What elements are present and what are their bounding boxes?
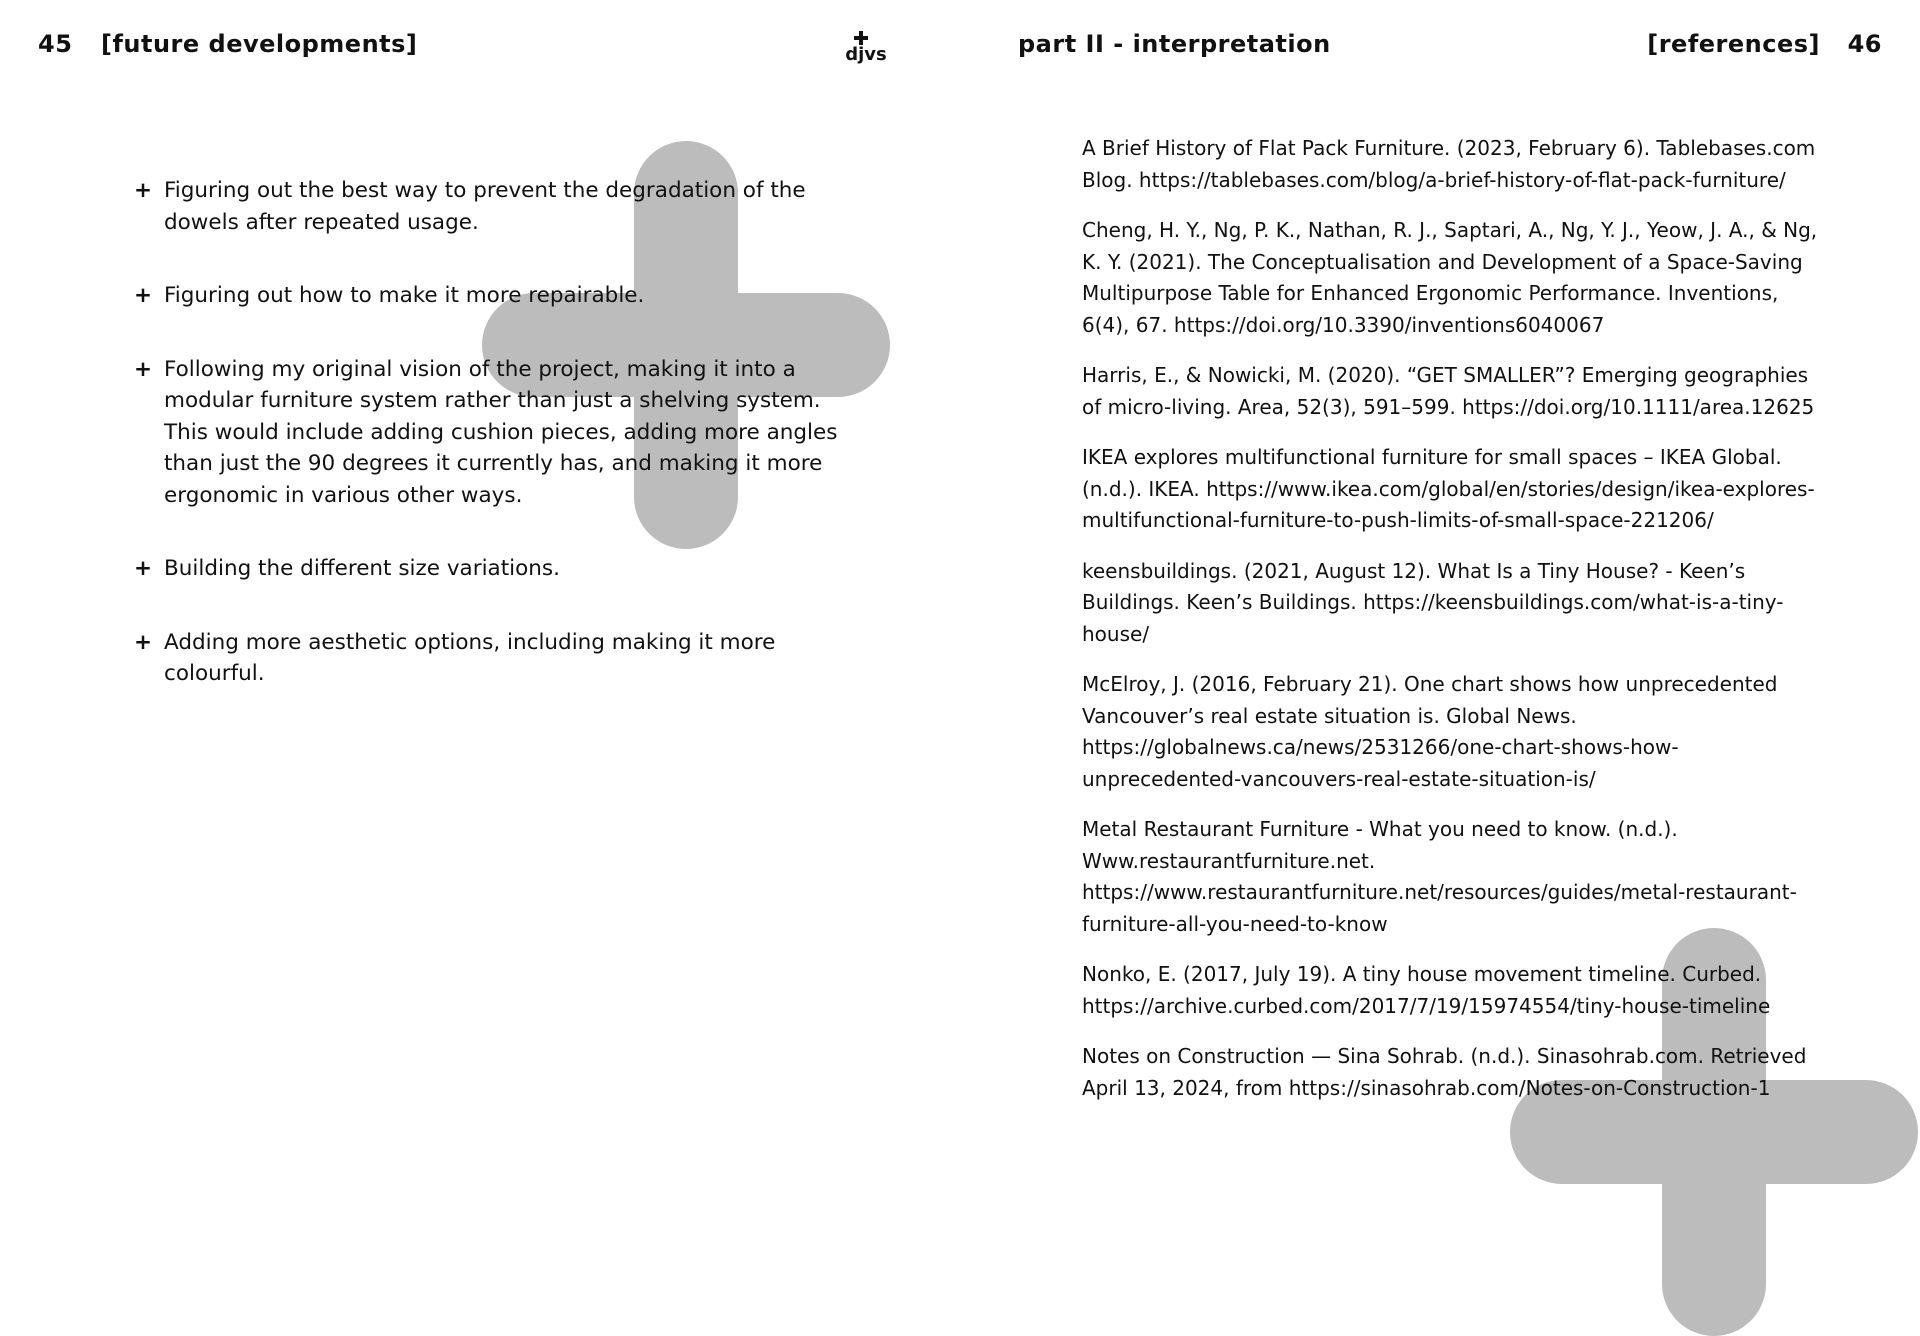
reference-entry: IKEA explores multifunctional furniture for small spaces – IKEA Global. (n.d.). IKEA. https://www.ikea.com/global/en/stories/design/ikea-explores-multifunctional-furniture-to-push-limits-of-small-space-221206/ — [1082, 445, 1815, 532]
plus-bullet-icon: + — [134, 556, 153, 581]
future-developments-list — [134, 175, 854, 732]
plus-bullet-icon: + — [134, 178, 153, 203]
reference-entry: Metal Restaurant Furniture - What you need to know. (n.d.). Www.restaurantfurniture.net. https://www.restaurantfurniture.net/resources/guides/metal-restaurant-furniture-all-you-need-to-know — [1082, 817, 1797, 936]
bullet-text: Figuring out the best way to prevent the degradation of the dowels after repeated usage. — [164, 178, 806, 235]
list-item — [134, 354, 854, 512]
bullet-text: Figuring out how to make it more repairable. — [164, 283, 645, 308]
right-section-title: [references] — [1647, 30, 1820, 58]
reference-entry: Notes on Construction — Sina Sohrab. (n.d.). Sinasohrab.com. Retrieved April 13, 2024, from https://sinasohrab.com/Notes-on-Construction-1 — [1082, 1044, 1807, 1100]
bullet-text: Building the different size variations. — [164, 556, 560, 581]
reference-entry: McElroy, J. (2016, February 21). One chart shows how unprecedented Vancouver’s real estate situation is. Global News. https://globalnews.ca/news/2531266/one-chart-shows-how-unprecedented-vancouvers-real-estate-situation-is/ — [1082, 672, 1778, 791]
list-item — [134, 175, 854, 238]
bullet-text: Following my original vision of the project, making it into a modular furniture system rather than just a shelving system. This would include adding cushion pieces, adding more angles than just the 90 degrees it currently has, and making it more ergonomic in various other ways. — [164, 356, 838, 508]
references-list — [1082, 133, 1822, 1123]
reference-entry: Cheng, H. Y., Ng, P. K., Nathan, R. J., Saptari, A., Ng, Y. J., Yeow, J. A., & Ng, K. Y. (2021). The Conceptualisation and Development of a Space-Saving Multipurpose Table for Enhanced Ergonomic Performance. Inventions, 6(4), 67. https://doi.org/10.3390/inventions6040067 — [1082, 218, 1818, 337]
plus-bullet-icon: + — [134, 283, 153, 308]
list-item — [134, 627, 854, 690]
reference-entry: A Brief History of Flat Pack Furniture. (2023, February 6). Tablebases.com Blog. https://tablebases.com/blog/a-brief-history-of-flat-pack-furniture/ — [1082, 136, 1816, 192]
list-item — [134, 553, 854, 585]
reference-entry: Harris, E., & Nowicki, M. (2020). “GET SMALLER”? Emerging geographies of micro-living. Area, 52(3), 591–599. https://doi.org/10.1111/area.12625 — [1082, 363, 1815, 419]
plus-bullet-icon: + — [134, 629, 153, 655]
reference-entry: Nonko, E. (2017, July 19). A tiny house movement timeline. Curbed. https://archive.curbed.com/2017/7/19/15974554/tiny-house-timeline — [1082, 962, 1771, 1018]
left-section-title: [future developments] — [101, 30, 418, 58]
bullet-text: Adding more aesthetic options, including making it more colourful. — [164, 629, 776, 686]
cross-logo-icon — [838, 28, 894, 68]
logo-text: djvs — [845, 44, 887, 65]
reference-entry: keensbuildings. (2021, August 12). What Is a Tiny House? - Keen’s Buildings. Keen’s Buildings. https://keensbuildings.com/what-is-a-tiny-house/ — [1082, 558, 1784, 646]
right-page-number: 46 — [1847, 30, 1882, 58]
plus-bullet-icon: + — [134, 356, 153, 382]
left-page-number: 45 — [38, 30, 73, 58]
list-item — [134, 280, 854, 312]
part-title: part II - interpretation — [1018, 30, 1331, 58]
